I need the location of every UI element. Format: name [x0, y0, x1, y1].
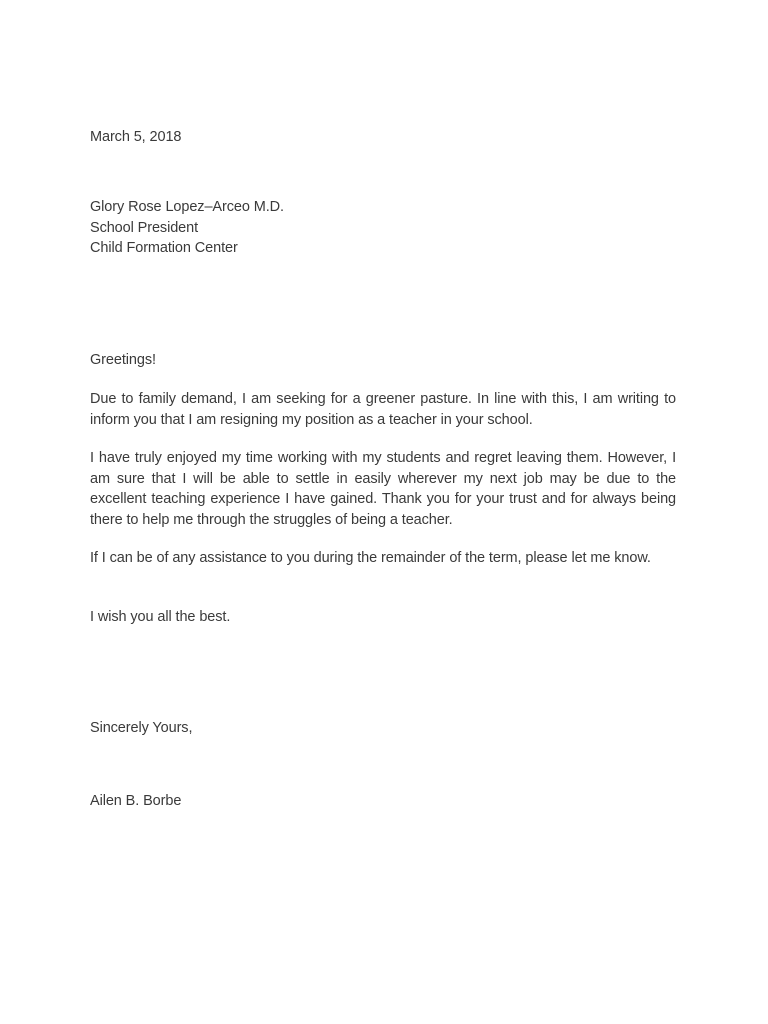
body-paragraph-1: Due to family demand, I am seeking for a greener pasture. In line with this, I am writing to inform you that I am resigning my position as a teacher in your school. [90, 391, 676, 428]
body-paragraph-3: If I can be of any assistance to you during the remainder of the term, please let me know. [90, 550, 651, 566]
recipient-name: Glory Rose Lopez–Arceo M.D. [90, 199, 284, 215]
letter-greeting: Greetings! [90, 352, 156, 368]
letter-date: March 5, 2018 [90, 129, 182, 145]
letter-document [90, 0, 676, 1024]
signature-name: Ailen B. Borbe [90, 793, 182, 809]
body-paragraph-4: I wish you all the best. [90, 609, 231, 625]
letter-closing: Sincerely Yours, [90, 720, 193, 736]
recipient-address-block [90, 197, 284, 259]
body-paragraph-2: I have truly enjoyed my time working with my students and regret leaving them. However, I am sure that I will be able to settle in easily wherever my next job may be due to the excellent teaching experience I have gained. Thank you for your trust and for always being there to help me through the struggles of being a teacher. [90, 450, 676, 528]
recipient-title: School President [90, 219, 199, 236]
recipient-organization: Child Formation Center [90, 240, 238, 256]
